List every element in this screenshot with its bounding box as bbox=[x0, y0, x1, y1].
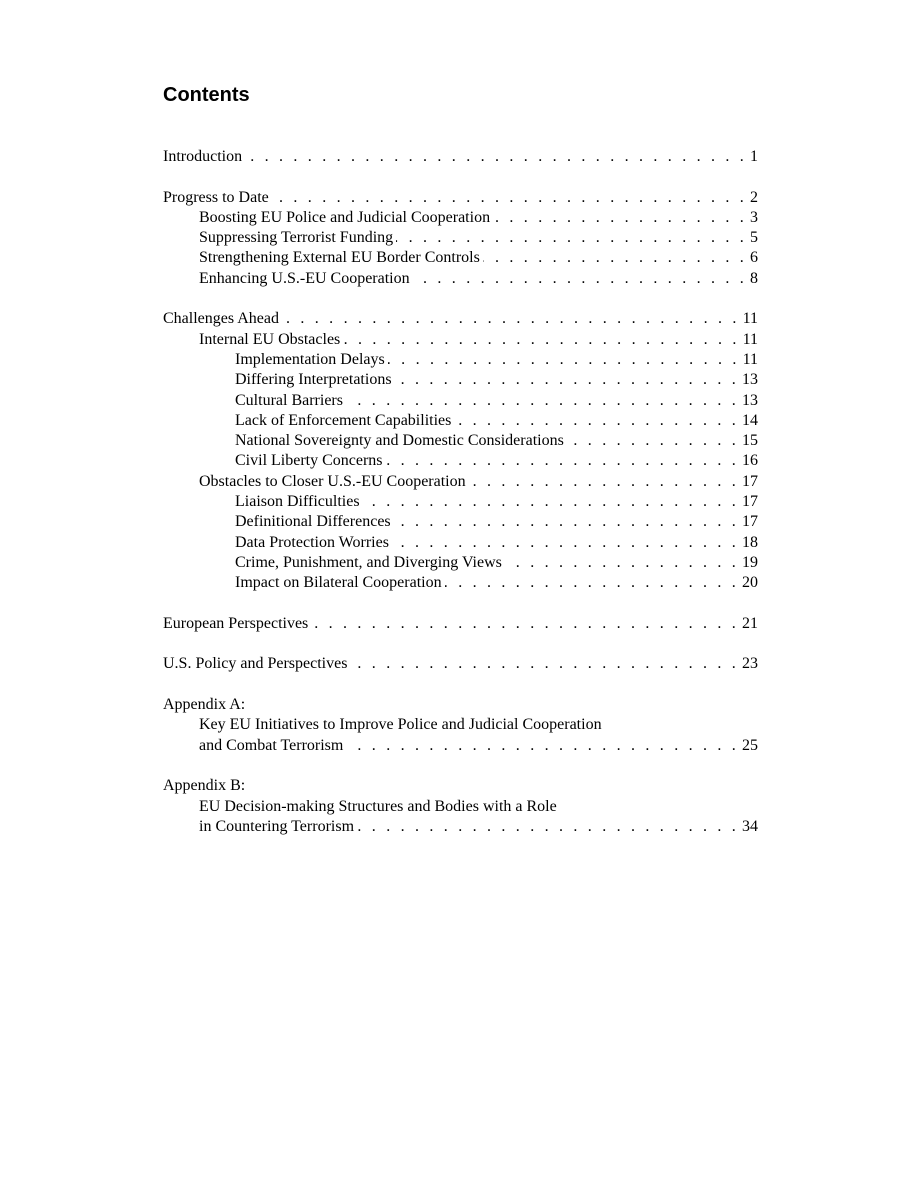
dot-leader bbox=[454, 411, 739, 431]
dot-leader bbox=[396, 228, 747, 248]
dot-leader bbox=[386, 451, 739, 471]
toc-entry-page: 11 bbox=[742, 330, 758, 348]
dot-leader bbox=[388, 350, 740, 370]
toc-entry-label: U.S. Policy and Perspectives bbox=[163, 655, 348, 673]
dot-leader bbox=[272, 188, 747, 208]
toc-entry-european-perspectives bbox=[163, 614, 758, 634]
toc-entry-page: 25 bbox=[742, 736, 758, 754]
dot-leader bbox=[445, 573, 739, 593]
dot-leader bbox=[282, 309, 740, 329]
toc-entry-liaison-difficulties bbox=[163, 492, 758, 512]
toc-entry-label: Civil Liberty Concerns bbox=[235, 452, 383, 470]
toc-entry-page: 14 bbox=[742, 411, 758, 429]
dot-leader bbox=[392, 533, 739, 553]
toc-entry-crime-punishment bbox=[163, 553, 758, 573]
toc-entry-label: Key EU Initiatives to Improve Police and Judicial Cooperation bbox=[199, 716, 602, 734]
toc-entry-page: 1 bbox=[750, 148, 758, 165]
page-title: Contents bbox=[163, 84, 250, 106]
toc-entry-differing-interpretations bbox=[163, 370, 758, 390]
toc-entry-label: Data Protection Worries bbox=[235, 533, 389, 551]
toc-entry-label: Introduction bbox=[163, 148, 243, 165]
toc-entry-page: 20 bbox=[742, 574, 758, 592]
dot-leader bbox=[493, 208, 747, 228]
toc-entry-appendix-b-title-line2 bbox=[163, 817, 758, 837]
toc-entry-label: Progress to Date bbox=[163, 188, 269, 206]
toc-entry-enhancing-us-eu-cooperation bbox=[163, 269, 758, 289]
dot-leader bbox=[394, 512, 739, 532]
toc-entry-label: Definitional Differences bbox=[235, 513, 391, 531]
toc-entry-label: Obstacles to Closer U.S.-EU Cooperation bbox=[199, 472, 466, 490]
toc-entry-page: 34 bbox=[742, 817, 758, 835]
toc-entry-appendix-b-title-line1 bbox=[163, 797, 758, 817]
toc-entry-label: Boosting EU Police and Judicial Cooperation bbox=[199, 208, 491, 226]
toc-entry-appendix-a-title-line2 bbox=[163, 736, 758, 756]
toc-entry-obstacles-closer-cooperation bbox=[163, 472, 758, 492]
dot-leader bbox=[350, 654, 739, 674]
dot-leader bbox=[395, 370, 739, 390]
dot-leader bbox=[413, 269, 747, 289]
toc-entry-suppressing-terrorist-funding bbox=[163, 228, 758, 248]
dot-leader bbox=[567, 431, 739, 451]
toc-entry-label: Crime, Punishment, and Diverging Views bbox=[235, 553, 502, 571]
toc-entry-cultural-barriers bbox=[163, 391, 758, 411]
dot-leader bbox=[311, 614, 739, 634]
toc-entry-label: Internal EU Obstacles bbox=[199, 330, 341, 348]
toc-entry-lack-of-enforcement bbox=[163, 411, 758, 431]
toc-entry-page: 5 bbox=[750, 229, 758, 247]
dot-leader bbox=[346, 736, 739, 756]
toc-entry-label: Suppressing Terrorist Funding bbox=[199, 229, 394, 247]
toc-entry-label: Appendix B: bbox=[163, 777, 246, 795]
toc-entry-impact-bilateral-cooperation bbox=[163, 573, 758, 593]
toc-entry-label: Challenges Ahead bbox=[163, 310, 279, 328]
toc-entry-label: Enhancing U.S.-EU Cooperation bbox=[199, 269, 410, 287]
toc-entry-label: Differing Interpretations bbox=[235, 371, 392, 389]
dot-leader bbox=[505, 553, 739, 573]
toc-entry-page: 17 bbox=[742, 493, 758, 511]
toc-entry-page: 17 bbox=[742, 472, 758, 490]
toc-entry-boosting-eu-police bbox=[163, 208, 758, 228]
dot-leader bbox=[483, 248, 747, 268]
toc-entry-label: Strengthening External EU Border Controls bbox=[199, 249, 480, 267]
toc-entry-label: Impact on Bilateral Cooperation bbox=[235, 574, 442, 592]
toc-entry-page: 3 bbox=[750, 208, 758, 226]
toc-entry-label: European Perspectives bbox=[163, 614, 309, 632]
toc-entry-challenges-ahead bbox=[163, 309, 758, 329]
toc-entry-label: Liaison Difficulties bbox=[235, 493, 360, 511]
toc-entry-label: National Sovereignty and Domestic Considerations bbox=[235, 432, 564, 450]
dot-leader bbox=[343, 330, 739, 350]
toc-entry-page: 2 bbox=[750, 188, 758, 206]
toc-entry-page: 18 bbox=[742, 533, 758, 551]
dot-leader bbox=[346, 391, 739, 411]
toc-entry-page: 13 bbox=[742, 391, 758, 409]
toc-entry-appendix-b-heading bbox=[163, 776, 758, 796]
toc-entry-label: EU Decision-making Structures and Bodies with a Role bbox=[199, 797, 557, 815]
toc-entry-page: 11 bbox=[742, 350, 758, 368]
toc-entry-progress-to-date bbox=[163, 188, 758, 208]
toc-entry-page: 8 bbox=[750, 269, 758, 287]
toc-entry-civil-liberty-concerns bbox=[163, 451, 758, 471]
toc-entry-page: 23 bbox=[742, 655, 758, 673]
table-of-contents bbox=[163, 147, 758, 837]
toc-entry-label: Lack of Enforcement Capabilities bbox=[235, 411, 452, 429]
toc-entry-appendix-a-heading bbox=[163, 695, 758, 715]
toc-entry-label: Appendix A: bbox=[163, 696, 246, 714]
toc-entry-label: Implementation Delays bbox=[235, 350, 385, 368]
toc-entry-page: 15 bbox=[742, 432, 758, 450]
toc-entry-page: 21 bbox=[742, 614, 758, 632]
toc-entry-page: 19 bbox=[742, 553, 758, 571]
toc-entry-us-policy bbox=[163, 654, 758, 674]
toc-entry-implementation-delays bbox=[163, 350, 758, 370]
toc-entry-definitional-differences bbox=[163, 512, 758, 532]
toc-entry-page: 17 bbox=[742, 513, 758, 531]
toc-entry-internal-eu-obstacles bbox=[163, 330, 758, 350]
dot-leader bbox=[357, 817, 739, 837]
toc-entry-page: 11 bbox=[742, 310, 758, 328]
toc-entry-page: 6 bbox=[750, 249, 758, 267]
toc-entry-introduction bbox=[163, 147, 758, 167]
toc-entry-strengthening-border-controls bbox=[163, 248, 758, 268]
toc-entry-data-protection-worries bbox=[163, 533, 758, 553]
toc-entry-label: Cultural Barriers bbox=[235, 391, 343, 409]
toc-entry-appendix-a-title-line1 bbox=[163, 715, 758, 735]
dot-leader bbox=[245, 147, 747, 167]
dot-leader bbox=[363, 492, 739, 512]
dot-leader bbox=[469, 472, 739, 492]
toc-entry-page: 13 bbox=[742, 371, 758, 389]
toc-entry-label: in Countering Terrorism bbox=[199, 817, 355, 835]
toc-entry-page: 16 bbox=[742, 452, 758, 470]
toc-entry-national-sovereignty bbox=[163, 431, 758, 451]
toc-entry-label: and Combat Terrorism bbox=[199, 736, 344, 754]
